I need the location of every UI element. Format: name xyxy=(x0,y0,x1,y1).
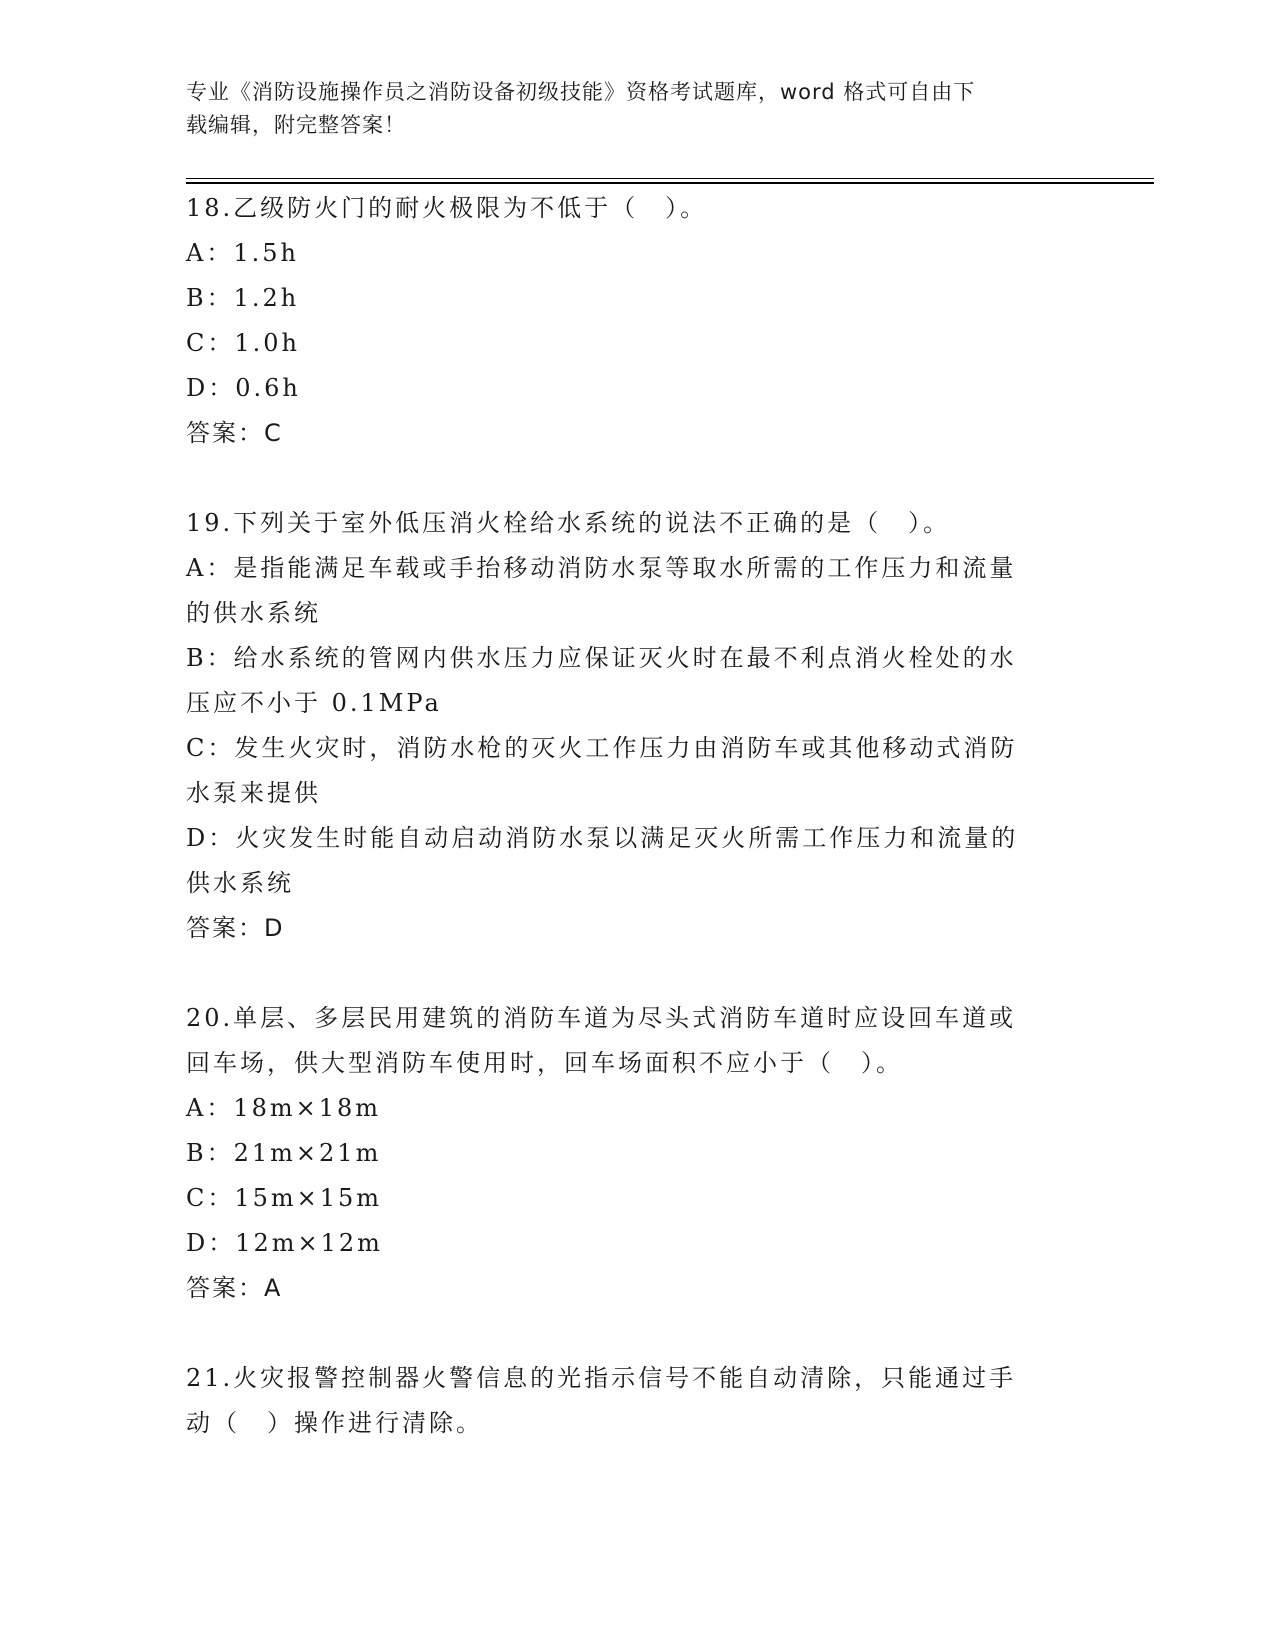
question-list xyxy=(186,186,1086,1446)
option-line: 水泵来提供 xyxy=(186,779,321,807)
header-rule-thick xyxy=(186,182,1154,184)
option-line: A：是指能满足车载或手抬移动消防水泵等取水所需的工作压力和流量 xyxy=(186,554,1017,582)
option-line: B：给水系统的管网内供水压力应保证灭火时在最不利点消火栓处的水 xyxy=(186,644,1017,672)
option-line: 供水系统 xyxy=(186,869,294,897)
answer-line: 答案：A xyxy=(186,1274,283,1302)
option-line: D：火灾发生时能自动启动消防水泵以满足灭火所需工作压力和流量的 xyxy=(186,824,1019,852)
question-stem-line: 回车场，供大型消防车使用时，回车场面积不应小于（ ）。 xyxy=(186,1049,903,1077)
answer-line: 答案：C xyxy=(186,419,283,447)
document-header xyxy=(186,76,1066,142)
question-stem-line: 18.乙级防火门的耐火极限为不低于（ ）。 xyxy=(186,194,708,222)
option-line: C：15m×15m xyxy=(186,1184,383,1212)
option-line: B：1.2h xyxy=(186,284,300,312)
option-line: C：1.0h xyxy=(186,329,300,357)
option-line: 的供水系统 xyxy=(186,599,321,627)
question-block xyxy=(186,1356,1086,1446)
question-stem-line: 动（ ）操作进行清除。 xyxy=(186,1409,483,1437)
option-line: 压应不小于 0.1MPa xyxy=(186,689,442,717)
option-line: A：1.5h xyxy=(186,239,299,267)
question-stem-line: 20.单层、多层民用建筑的消防车道为尽头式消防车道时应设回车道或 xyxy=(186,1004,1017,1032)
question-stem-line: 19.下列关于室外低压消火栓给水系统的说法不正确的是（ ）。 xyxy=(186,509,951,537)
question-spacer xyxy=(186,951,1086,996)
answer-line: 答案：D xyxy=(186,914,285,942)
question-block xyxy=(186,501,1086,951)
question-spacer xyxy=(186,456,1086,501)
option-line: D：12m×12m xyxy=(186,1229,383,1257)
question-block xyxy=(186,996,1086,1311)
question-block xyxy=(186,186,1086,456)
header-rule-thin xyxy=(186,178,1154,179)
option-line: B：21m×21m xyxy=(186,1139,382,1167)
option-line: D：0.6h xyxy=(186,374,301,402)
option-line: A：18m×18m xyxy=(186,1094,382,1122)
question-stem-line: 21.火灾报警控制器火警信息的光指示信号不能自动清除，只能通过手 xyxy=(186,1364,1017,1392)
header-line-2: 载编辑，附完整答案！ xyxy=(186,113,406,137)
header-line-1: 专业《消防设施操作员之消防设备初级技能》资格考试题库，word 格式可自由下 xyxy=(186,80,976,104)
option-line: C：发生火灾时，消防水枪的灭火工作压力由消防车或其他移动式消防 xyxy=(186,734,1018,762)
question-spacer xyxy=(186,1311,1086,1356)
